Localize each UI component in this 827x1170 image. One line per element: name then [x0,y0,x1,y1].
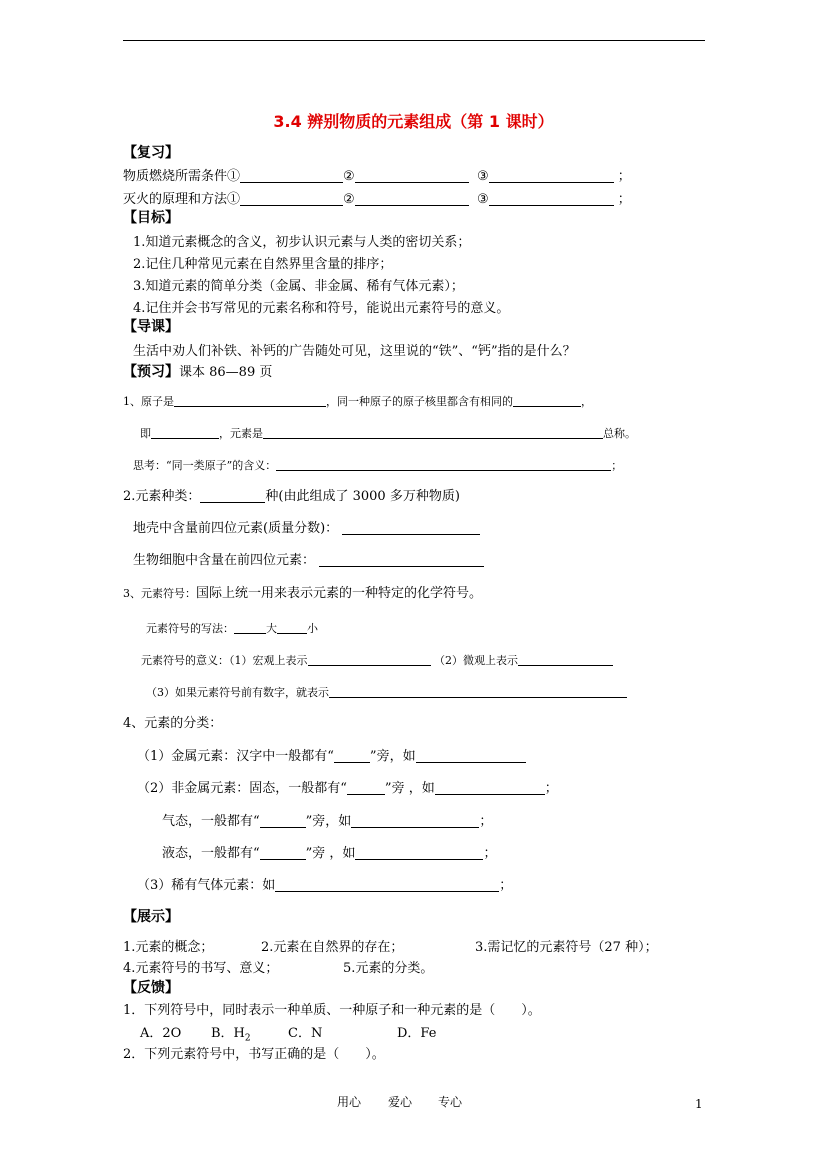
q1-text: 总称。 [603,427,636,440]
option-b-subscript: 2 [244,1033,251,1044]
option-c[interactable]: C．N [288,1026,323,1041]
q2-text: 生物细胞中含量在前四位元素： [133,553,316,568]
review-q2-label: 灭火的原理和方法① [123,192,241,207]
semicolon: ； [617,192,631,207]
blank[interactable] [355,170,469,183]
goal-item: 4.记住并会书写常见的元素名称和符号，能说出元素符号的意义。 [133,301,510,316]
intro-heading: 【导课】 [123,319,179,335]
blank[interactable] [351,815,479,828]
option-a[interactable]: A．2O [140,1026,182,1041]
blank[interactable] [355,847,483,860]
feedback-question-1: 1．下列符号中，同时表示一种单质、一种原子和一种元素的是（ ）。 [123,1003,541,1018]
semicolon: ； [499,878,513,893]
q3-text: 国际上统一用来表示元素的一种特定的化学符号。 [196,586,483,601]
show-heading: 【展示】 [123,909,179,925]
mark-3: ③ [476,169,489,184]
q4-liquid [162,847,496,860]
goal-item: 1.知道元素概念的含义，初步认识元素与人类的密切关系； [133,235,471,250]
q3-text: 3、元素符号： [123,587,196,600]
blank[interactable] [489,170,614,183]
q1-text: 即 [140,427,151,440]
q3-text: 大 [266,622,277,635]
q4-text: （1）金属元素：汉字中一般都有“ [137,749,334,764]
q4-text: ”旁，如 [369,749,416,764]
review-heading: 【复习】 [123,145,179,161]
option-b[interactable] [211,1027,251,1044]
review-question-2 [123,193,631,206]
blank[interactable] [416,750,526,763]
mark-2: ② [343,169,355,184]
review-question-1 [123,170,631,183]
mark-2: ② [343,192,355,207]
blank[interactable] [151,426,219,439]
q2-text: 种(由此组成了 3000 多万种物质) [265,489,460,504]
blank[interactable] [260,847,306,860]
option-b-text: B．H [211,1026,245,1041]
blank[interactable] [275,879,499,892]
q4-text: 气态，一般都有“ [162,814,260,829]
preview-heading: 【预习】 [123,364,179,380]
q2-line-3 [133,554,484,567]
q3-text: 小 [307,622,318,635]
show-item: 1.元素的概念； [123,940,214,955]
preview-line [123,365,272,379]
show-item: 3.需记忆的元素符号（27 种）； [475,940,658,955]
show-item: 2.元素在自然界的存在； [261,940,404,955]
q1-think: 思考：“同一类原子”的含义： [133,459,277,472]
mark-3: ③ [476,192,489,207]
q2-line-2 [133,522,480,535]
q1-line-1 [123,394,592,407]
q4-text: ”旁 ，如 [305,846,356,861]
q1-text: ， [581,395,592,408]
q3-line-3 [141,653,613,666]
semicolon: ； [483,846,497,861]
q3-line-2 [146,621,318,634]
q1-text: ，元素是 [219,427,263,440]
blank[interactable] [277,621,307,634]
q1-text: ，同一种原子的原子核里都含有相同的 [326,395,513,408]
blank[interactable] [200,490,265,503]
review-q1-label: 物质燃烧所需条件① [123,169,241,184]
goal-item: 3.知道元素的简单分类（金属、非金属、稀有气体元素）； [133,279,464,294]
q3-text: 元素符号的意义：（1）宏观上表示 [141,654,308,667]
blank[interactable] [263,426,603,439]
footer-word: 用心 [337,1095,362,1109]
preview-ref: 课本 86—89 页 [179,365,273,380]
q4-noble [137,879,512,892]
q4-metal [137,750,526,763]
footer-word: 专心 [438,1095,463,1109]
q4-text: ”旁，如 [305,814,352,829]
semicolon: ； [479,814,493,829]
q4-text: （2）非金属元素：固态，一般都有“ [137,781,347,796]
blank[interactable] [240,193,343,206]
q2-line-1 [123,490,460,503]
page-title: 3.4 辨别物质的元素组成（第 1 课时） [273,112,554,131]
blank[interactable] [435,782,545,795]
feedback-heading: 【反馈】 [123,980,179,996]
semicolon: ； [617,169,631,184]
q1-text: 1、原子是 [123,395,174,408]
feedback-question-2: 2．下列元素符号中，书写正确的是（ ）。 [123,1047,385,1062]
q3-line-4 [146,685,627,698]
q4-text: 液态，一般都有“ [162,846,260,861]
semicolon: ； [544,781,558,796]
blank[interactable] [489,193,614,206]
q2-text: 2.元素种类： [123,489,201,504]
blank[interactable] [329,685,627,698]
blank[interactable] [174,394,326,407]
blank[interactable] [518,653,613,666]
blank[interactable] [319,554,484,567]
footer-word: 爱心 [388,1095,413,1109]
blank[interactable] [334,750,370,763]
show-item: 4.元素符号的书写、意义； [123,961,279,976]
blank[interactable] [513,394,581,407]
q4-text: ”旁 ，如 [384,781,435,796]
q1-line-2 [140,426,636,439]
intro-text: 生活中劝人们补铁、补钙的广告随处可见，这里说的“铁”、“钙”指的是什么？ [133,344,576,359]
blank[interactable] [240,170,343,183]
page-number: 1 [695,1097,703,1111]
q3-text: （2）微观上表示 [434,654,518,667]
blank[interactable] [355,193,469,206]
q3-line-1 [123,587,482,600]
q3-text: （3）如果元素符号前有数字，就表示 [146,686,329,699]
goals-heading: 【目标】 [123,210,179,226]
blank[interactable] [276,458,611,471]
blank[interactable] [308,653,431,666]
goal-item: 2.记住几种常见元素在自然界里含量的排序； [133,257,393,272]
blank[interactable] [347,782,385,795]
q3-text: 元素符号的写法： [146,622,234,635]
semicolon: ； [611,459,623,472]
header-rule [123,40,705,41]
q1-line-3 [133,458,622,471]
blank[interactable] [260,815,306,828]
blank[interactable] [342,522,480,535]
q4-heading: 4、元素的分类： [123,716,223,731]
q4-nonmetal [137,782,558,795]
q2-text: 地壳中含量前四位元素(质量分数)： [133,521,339,536]
q4-gas [162,815,492,828]
show-item: 5.元素的分类。 [343,961,434,976]
q4-text: （3）稀有气体元素：如 [137,878,276,893]
blank[interactable] [234,621,266,634]
option-d[interactable]: D．Fe [397,1026,437,1041]
